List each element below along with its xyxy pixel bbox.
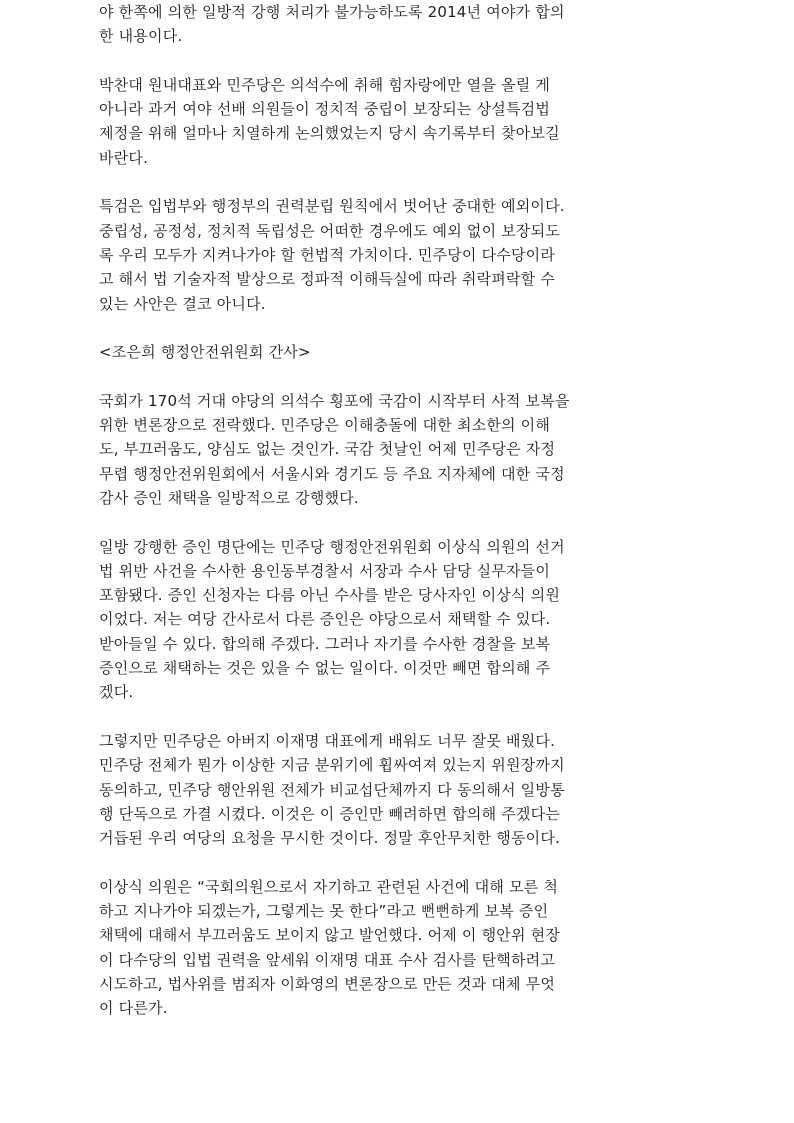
text-line: 이었다. 저는 여당 간사로서 다른 증인은 야당으로서 채택할 수 있다. [99, 610, 551, 629]
text-line: 행 단독으로 가결 시켰다. 이것은 이 증인만 빼려하면 합의해 주겠다는 [99, 804, 561, 823]
text-line: 도, 부끄러움도, 양심도 없는 것인가. 국감 첫날인 어제 민주당은 자정 [99, 440, 556, 459]
text-line: 특검은 입법부와 행정부의 권력분립 원칙에서 벗어난 중대한 예외이다. [99, 197, 565, 216]
paragraph-spacer [99, 510, 699, 534]
text-line: 그렇지만 민주당은 아버지 이재명 대표에게 배워도 너무 잘못 배웠다. [99, 731, 556, 750]
text-line: 시도하고, 법사위를 범죄자 이화영의 변론장으로 만든 것과 대체 무엇 [99, 974, 556, 993]
text-line: 채택에 대해서 부끄러움도 보이지 않고 발언했다. 어제 이 행안위 현장 [99, 926, 561, 945]
text-line: 국회가 170석 거대 야당의 의석수 횡포에 국감이 시작부터 사적 보복을 [99, 391, 570, 410]
text-line: 민주당 전체가 뭔가 이상한 지금 분위기에 휩싸여져 있는지 위원장까지 [99, 756, 565, 775]
text-line: 중립성, 공정성, 정치적 독립성은 어떠한 경우에도 예외 없이 보장되도 [99, 221, 561, 240]
text-line: 하고 지나가야 되겠는가, 그렇게는 못 한다”라고 뻔뻔하게 보복 증인 [99, 901, 549, 920]
text-line: 위한 변론장으로 전락했다. 민주당은 이해충돌에 대한 최소한의 이해 [99, 416, 551, 435]
text-line: 고 해서 법 기술자적 발상으로 정파적 이해득실에 따라 취락펴락할 수 [99, 270, 556, 289]
text-line: 포함됐다. 증인 신청자는 다름 아닌 수사를 받은 당사자인 이상식 의원 [99, 586, 561, 605]
text-line: 일방 강행한 증인 명단에는 민주당 행정안전위원회 이상식 의원의 선거 [99, 537, 565, 556]
text-line: 록 우리 모두가 지켜나가야 할 헌법적 가치이다. 민주당이 다수당이라 [99, 245, 556, 264]
text-line: <조은희 행정안전위원회 간사> [99, 343, 311, 362]
text-line: 제정을 위해 얼마나 치열하게 논의했었는지 당시 속기록부터 찾아보길 [99, 124, 560, 143]
text-line: 증인으로 채택하는 것은 있을 수 없는 일이다. 이것만 빼면 합의해 주 [99, 659, 551, 678]
paragraph-spacer [99, 850, 699, 874]
paragraph-spacer [99, 316, 699, 340]
text-line: 야 한쪽에 의한 일방적 강행 처리가 불가능하도록 2014년 여야가 합의 [99, 3, 565, 21]
paragraph [99, 875, 699, 1021]
text-line: 법 위반 사건을 수사한 용인동부경찰서 서장과 수사 담당 실무자들이 [99, 561, 551, 580]
text-line: 이상식 의원은 “국회의원으로서 자기하고 관련된 사건에 대해 모른 척 [99, 877, 559, 896]
paragraph-spacer [99, 705, 699, 729]
document-body [99, 0, 699, 1020]
paragraph-spacer [99, 170, 699, 194]
text-line: 감사 증인 채택을 일방적으로 강행했다. [99, 488, 359, 507]
text-line: 이 다른가. [99, 999, 168, 1018]
text-line: 박찬대 원내대표와 민주당은 의석수에 취해 힘자랑에만 열을 올릴 게 [99, 75, 551, 94]
paragraph-spacer [99, 364, 699, 388]
paragraph-spacer [99, 49, 699, 73]
paragraph [99, 194, 699, 315]
text-line: 한 내용이다. [99, 27, 183, 46]
paragraph [99, 0, 699, 49]
text-line: 거듭된 우리 여당의 요청을 무시한 것이다. 정말 후안무치한 행동이다. [99, 829, 561, 848]
text-line: 동의하고, 민주당 행안위원 전체가 비교섭단체까지 다 동의해서 일방통 [99, 780, 565, 799]
paragraph [99, 729, 699, 850]
paragraph [99, 340, 699, 364]
paragraph [99, 73, 699, 170]
paragraph [99, 389, 699, 510]
text-line: 무렵 행정안전위원회에서 서울시와 경기도 등 주요 지자체에 대한 국정 [99, 464, 565, 483]
text-line: 바란다. [99, 148, 149, 167]
text-line: 받아들일 수 있다. 합의해 주겠다. 그러나 자기를 수사한 경찰을 보복 [99, 634, 551, 653]
text-line: 이 다수당의 입법 권력을 앞세워 이재명 대표 수사 검사를 탄핵하려고 [99, 950, 556, 969]
text-line: 아니라 과거 여야 선배 의원들이 정치적 중립이 보장되는 상설특검법 [99, 100, 551, 119]
text-line: 있는 사안은 결코 아니다. [99, 294, 266, 313]
text-line: 겠다. [99, 683, 134, 702]
paragraph [99, 535, 699, 705]
